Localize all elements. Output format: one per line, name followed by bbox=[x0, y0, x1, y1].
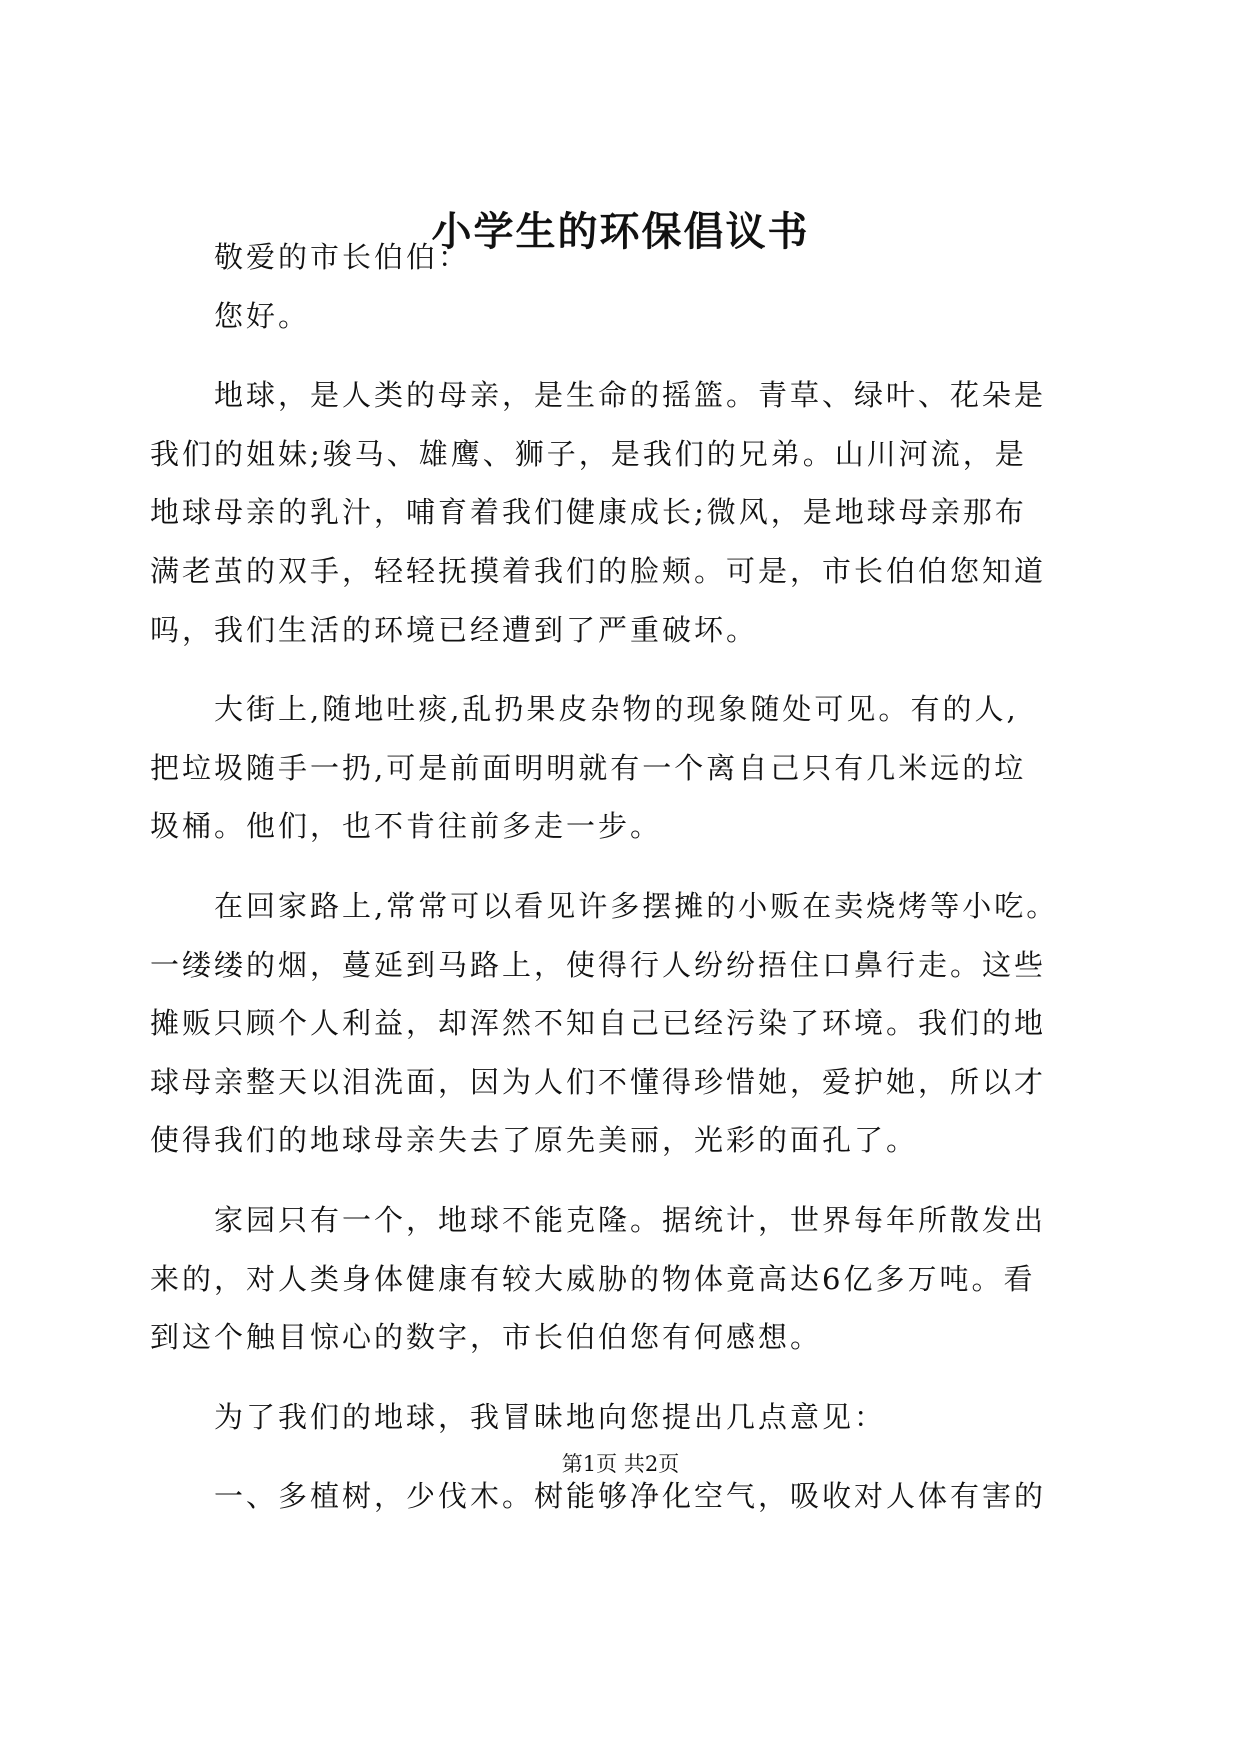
paragraph-line: 我们的姐妹;骏马、雄鹰、狮子，是我们的兄弟。山川河流，是 bbox=[150, 436, 1027, 471]
paragraph-line: 地球，是人类的母亲，是生命的摇篮。青草、绿叶、花朵是 bbox=[214, 378, 1047, 413]
paragraph-line: 家园只有一个，地球不能克隆。据统计，世界每年所散发出 bbox=[214, 1202, 1047, 1237]
paragraph bbox=[150, 366, 1090, 659]
paragraph-line: 球母亲整天以泪洗面，因为人们不懂得珍惜她，爱护她，所以才 bbox=[150, 1064, 1047, 1099]
paragraph bbox=[150, 1388, 1090, 1447]
paragraph-line: 吗，我们生活的环境已经遭到了严重破坏。 bbox=[150, 612, 759, 647]
paragraph bbox=[150, 877, 1090, 1170]
paragraph-line: 一缕缕的烟，蔓延到马路上，使得行人纷纷捂住口鼻行走。这些 bbox=[150, 947, 1047, 982]
page-footer: 第1页 共2页 bbox=[561, 1452, 680, 1476]
paragraph-line: 满老茧的双手，轻轻抚摸着我们的脸颊。可是，市长伯伯您知道 bbox=[150, 553, 1047, 588]
document-body bbox=[150, 228, 1090, 1526]
paragraph-line: 地球母亲的乳汁，哺育着我们健康成长;微风，是地球母亲那布 bbox=[150, 495, 1027, 530]
paragraph bbox=[150, 1191, 1090, 1367]
paragraph-line: 在回家路上,常常可以看见许多摆摊的小贩在卖烧烤等小吃。 bbox=[214, 888, 1059, 923]
paragraph-line: 您好。 bbox=[214, 298, 311, 333]
paragraph-line: 一、多植树，少伐木。树能够净化空气，吸收对人体有害的 bbox=[214, 1479, 1047, 1514]
paragraph-line: 大街上,随地吐痰,乱扔果皮杂物的现象随处可见。有的人, bbox=[214, 692, 1019, 727]
paragraph-line: 圾桶。他们，也不肯往前多走一步。 bbox=[150, 809, 663, 844]
document-title: 小学生的环保倡议书 bbox=[431, 208, 810, 255]
paragraph-line: 把垃圾随手一扔,可是前面明明就有一个离自己只有几米远的垃 bbox=[150, 750, 1027, 785]
paragraph bbox=[150, 228, 1090, 287]
paragraph bbox=[150, 680, 1090, 856]
paragraph-line: 摊贩只顾个人利益，却浑然不知自己已经污染了环境。我们的地 bbox=[150, 1006, 1047, 1041]
paragraph-line: 为了我们的地球，我冒昧地向您提出几点意见： bbox=[214, 1399, 887, 1434]
paragraph-line: 使得我们的地球母亲失去了原先美丽，光彩的面孔了。 bbox=[150, 1123, 919, 1158]
paragraph-line: 到这个触目惊心的数字，市长伯伯您有何感想。 bbox=[150, 1320, 823, 1355]
paragraph bbox=[150, 287, 1090, 346]
paragraph-line: 来的，对人类身体健康有较大威胁的物体竟高达6亿多万吨。看 bbox=[150, 1261, 1036, 1296]
paragraph-line: 敬爱的市长伯伯： bbox=[214, 240, 471, 274]
